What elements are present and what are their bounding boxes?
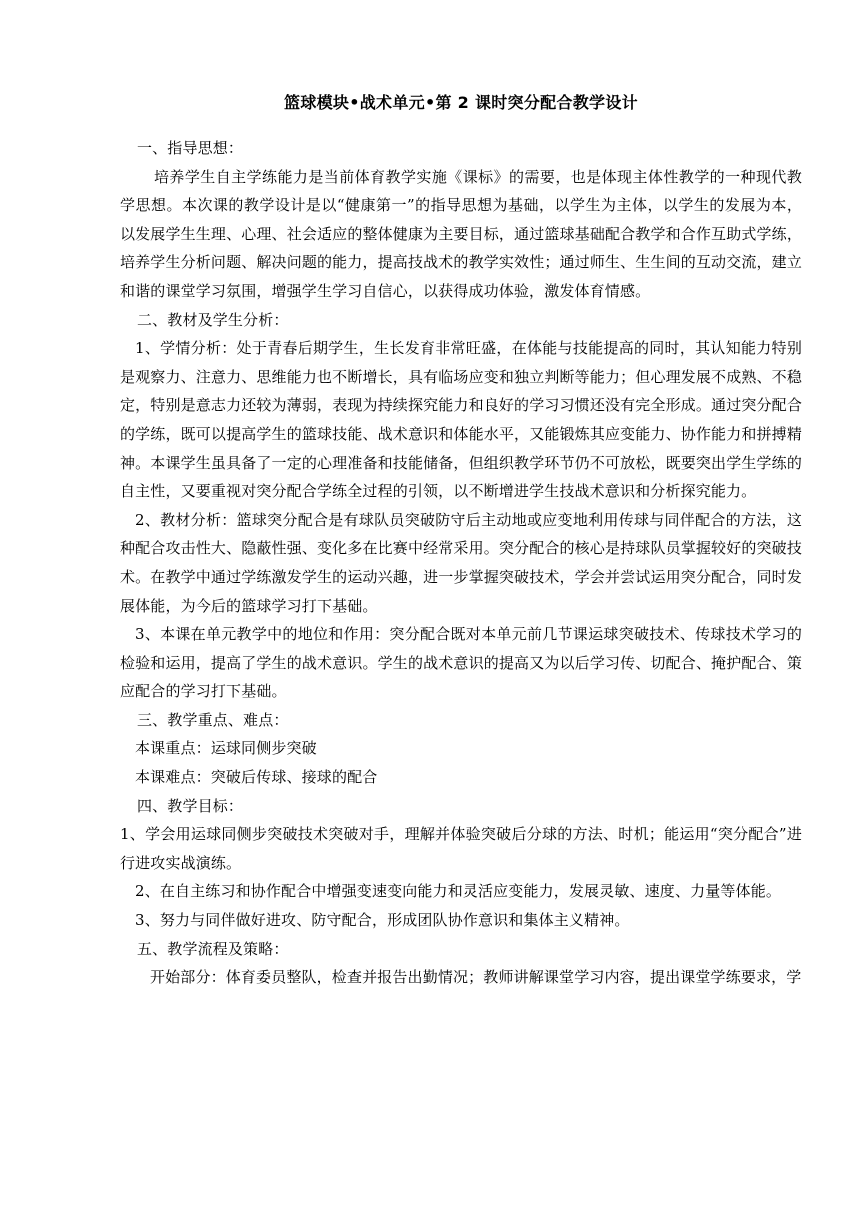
section-heading-key-points: 三、教学重点、难点： [137, 710, 289, 729]
paragraph-difficult-point: 本课难点：突破后传球、接球的配合 [135, 768, 378, 787]
paragraph-process-start: 开始部分：体育委员整队，检查并报告出勤情况；教师讲解课堂学习内容，提出课堂学练要求，学 [150, 968, 802, 987]
paragraph-guiding-ideology: 培养学生自主学练能力是当前体育教学实施《课标》的需要，也是体现主体性教学的一种现代教学思想。本次课的教学设计是以“健康第一”的指导思想为基础，以学生为主体，以学生的发展为本，以发展学生生理、心理、社会适应的整体健康为主要目标，通过篮球基础配合教学和合作互助式学练，培养学生分析问题、解决问题的能力，提高技战术的教学实效性；通过师生、生生间的互动交流，建立和谐的课堂学习氛围，增强学生学习自信心，以获得成功体验，激发体育情感。 [120, 167, 802, 300]
paragraph-student-analysis: 1、学情分析：处于青春后期学生，生长发育非常旺盛，在体能与技能提高的同时，其认知能力特别是观察力、注意力、思维能力也不断增长，具有临场应变和独立判断等能力；但心理发展不成熟、不稳定，特别是意志力还较为薄弱，表现为持续探究能力和良好的学习习惯还没有完全形成。通过突分配合的学练，既可以提高学生的篮球技能、战术意识和体能水平，又能锻炼其应变能力、协作能力和拼搏精神。本课学生虽具备了一定的心理准备和技能储备，但组织教学环节仍不可放松，既要突出学生学练的自主性，又要重视对突分配合学练全过程的引领，以不断增进学生技战术意识和分析探究能力。 [120, 339, 802, 501]
paragraph-objective-2: 2、在自主练习和协作配合中增强变速变向能力和灵活应变能力，发展灵敏、速度、力量等体能。 [135, 882, 781, 901]
document-title: 篮球模块•战术单元•第 2 课时突分配合教学设计 [284, 93, 638, 112]
section-heading-objectives: 四、教学目标： [137, 796, 244, 815]
paragraph-material-analysis: 2、教材分析：篮球突分配合是有球队员突破防守后主动地或应变地利用传球与同伴配合的方法，这种配合攻击性大、隐蔽性强、变化多在比赛中经常采用。突分配合的核心是持球队员掌握较好的突破技术。在教学中通过学练激发学生的运动兴趣，进一步掌握突破技术，学会并尝试运用突分配合，同时发展体能，为今后的篮球学习打下基础。 [120, 510, 802, 615]
section-heading-material-analysis: 二、教材及学生分析： [137, 310, 289, 329]
document-page [120, 92, 802, 992]
paragraph-objective-1: 1、学会用运球同侧步突破技术突破对手，理解并体验突破后分球的方法、时机；能运用“突分配合”进行进攻实战演练。 [120, 825, 802, 872]
paragraph-objective-3: 3、努力与同伴做好进攻、防守配合，形成团队协作意识和集体主义精神。 [135, 911, 630, 930]
paragraph-key-point: 本课重点：运球同侧步突破 [135, 739, 317, 758]
section-heading-guiding-ideology: 一、指导思想： [137, 139, 244, 157]
paragraph-unit-role: 3、本课在单元教学中的地位和作用：突分配合既对本单元前几节课运球突破技术、传球技术学习的检验和运用，提高了学生的战术意识。学生的战术意识的提高又为以后学习传、切配合、掩护配合、策应配合的学习打下基础。 [120, 625, 802, 701]
section-heading-process: 五、教学流程及策略： [137, 939, 289, 958]
